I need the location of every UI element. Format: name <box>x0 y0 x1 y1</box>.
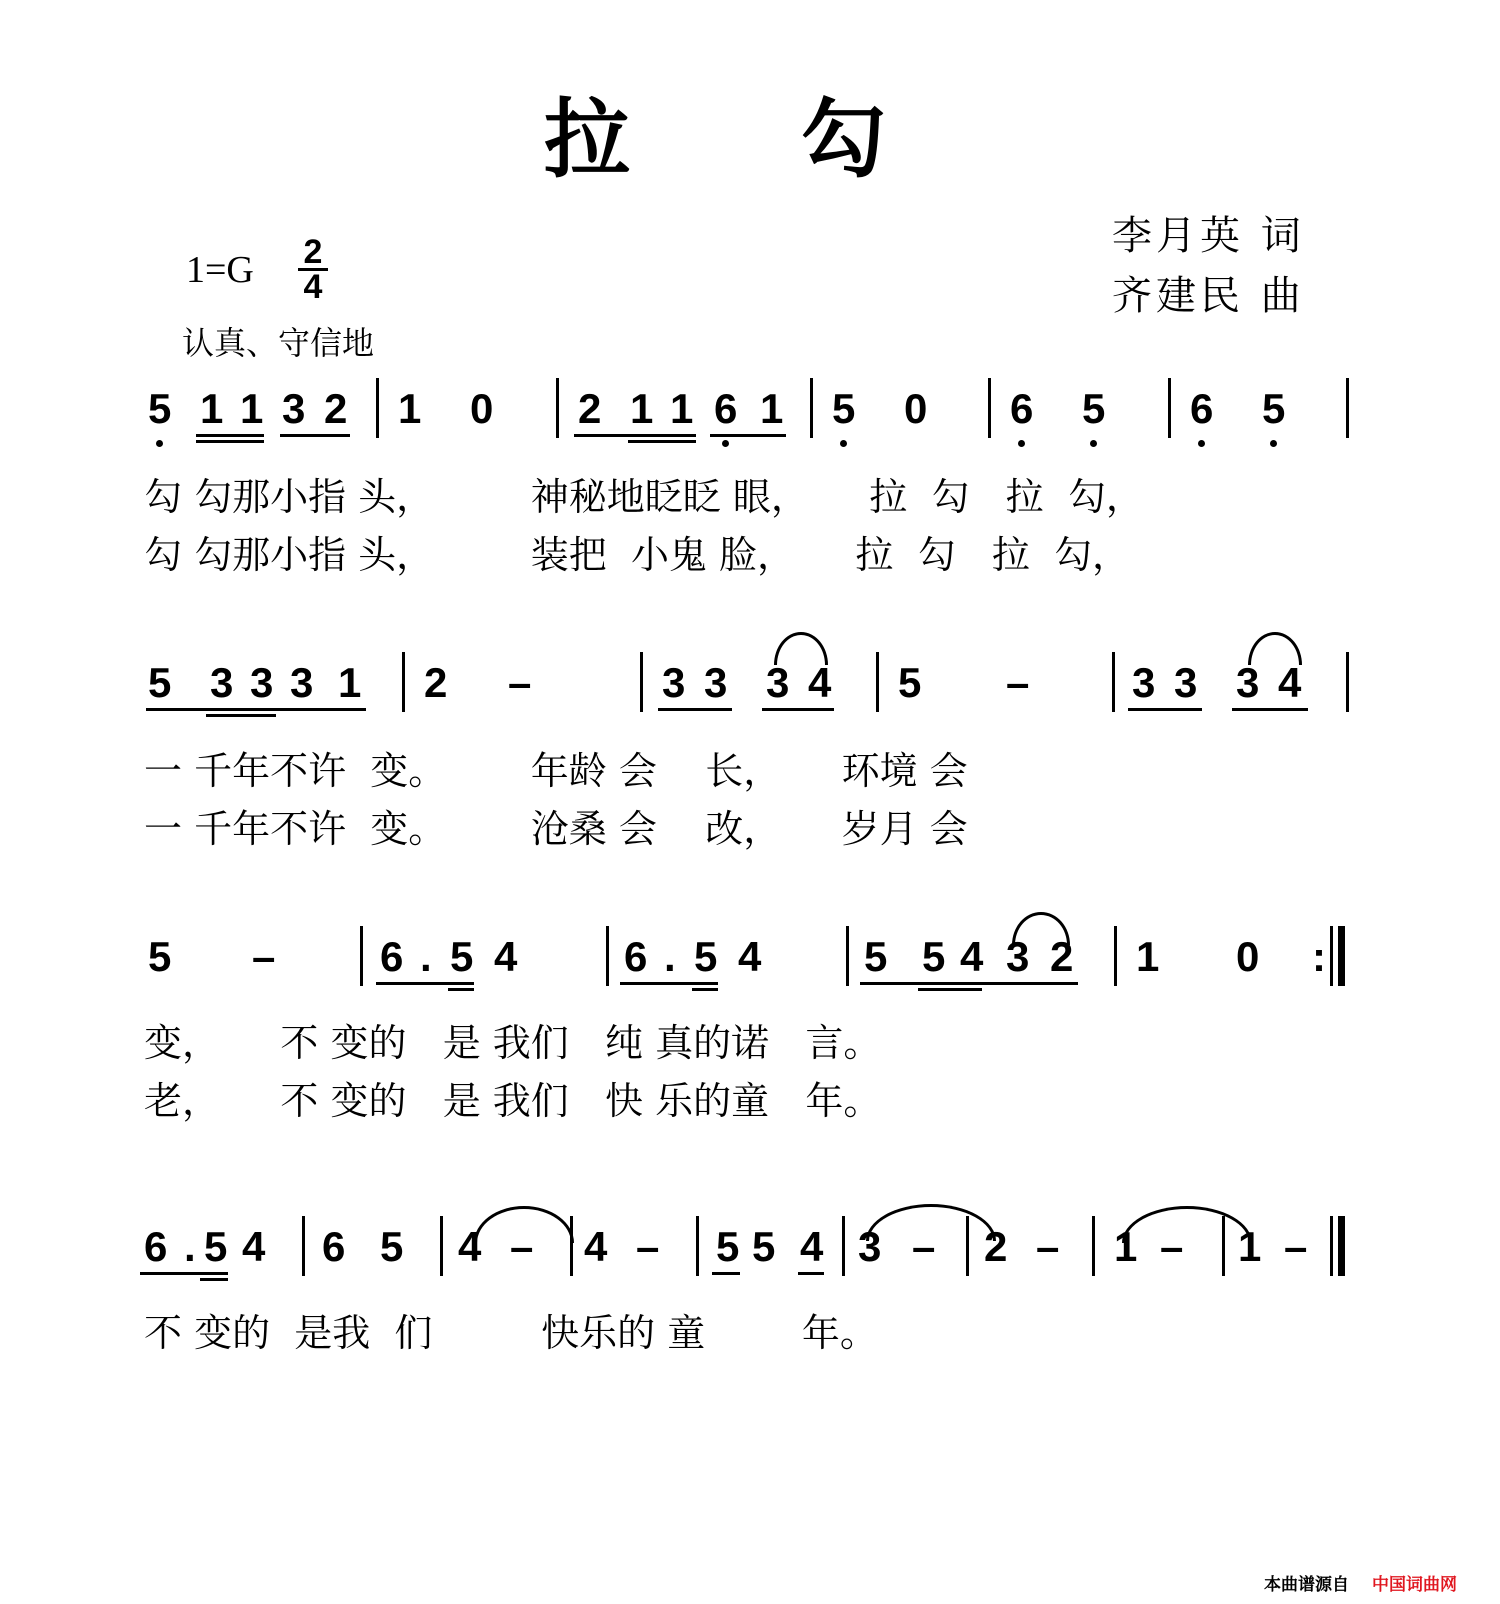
note-dot: . <box>184 1223 196 1270</box>
note-dot: . <box>664 933 676 980</box>
composer-credit: 齐建民 曲 <box>1112 273 1305 319</box>
note-1: 1 <box>338 659 362 706</box>
beam-underline <box>860 982 1078 985</box>
note-dash: – <box>1284 1223 1308 1270</box>
note-3: 3 <box>282 385 306 432</box>
octave-dot-below <box>1270 440 1277 447</box>
note-1: 1 <box>630 385 654 432</box>
note-6: 6 <box>322 1223 346 1270</box>
beam-underline <box>140 1272 228 1275</box>
note-1: 1 <box>1136 933 1160 980</box>
note-3: 3 <box>704 659 728 706</box>
note-0: 0 <box>470 385 494 432</box>
beam-underline <box>376 982 474 985</box>
time-signature-bottom: 4 <box>298 268 328 303</box>
note-0: 0 <box>1236 933 1260 980</box>
note-2: 2 <box>424 659 448 706</box>
barline <box>810 378 813 438</box>
note-1: 1 <box>1238 1223 1262 1270</box>
note-0: 0 <box>904 385 928 432</box>
note-dot: . <box>420 933 432 980</box>
beam-underline <box>692 988 718 991</box>
beam-underline <box>206 714 276 717</box>
note-5: 5 <box>380 1223 404 1270</box>
note-1: 1 <box>240 385 264 432</box>
note-dash: – <box>508 659 532 706</box>
lyric-line: 一 千年不许 变。 沧桑 会 改， 岁月 会 <box>144 807 968 851</box>
note-5: 5 <box>832 385 856 432</box>
tie-slur <box>1012 912 1070 945</box>
note-dash: – <box>1036 1223 1060 1270</box>
note-5: 5 <box>864 933 888 980</box>
final-barline-thin <box>1330 1216 1333 1276</box>
final-barline-thick <box>1338 926 1345 986</box>
note-6: 6 <box>624 933 648 980</box>
beam-underline <box>574 434 696 437</box>
octave-dot-below <box>1018 440 1025 447</box>
note-4: 4 <box>808 659 832 706</box>
note-6: 6 <box>1190 385 1214 432</box>
note-2: 2 <box>1050 933 1074 980</box>
final-barline-thin <box>1330 926 1333 986</box>
note-5: 5 <box>204 1223 228 1270</box>
beam-underline <box>280 434 350 437</box>
note-2: 2 <box>578 385 602 432</box>
note-repeat-colon: : <box>1312 933 1326 980</box>
note-3: 3 <box>766 659 790 706</box>
beam-underline <box>196 440 264 443</box>
beam-underline <box>196 434 264 437</box>
barline <box>1114 926 1117 986</box>
barline <box>1112 652 1115 712</box>
note-1: 1 <box>398 385 422 432</box>
beam-underline <box>762 708 834 711</box>
lyric-line: 勾 勾那小指 头， 装把 小鬼 脸， 拉 勾 拉 勾， <box>144 533 1130 577</box>
note-6: 6 <box>144 1223 168 1270</box>
lyric-line: 老， 不 变的 是 我们 快 乐的童 年。 <box>144 1079 882 1123</box>
beam-underline <box>200 1278 228 1281</box>
note-3: 3 <box>250 659 274 706</box>
note-5: 5 <box>148 933 172 980</box>
beam-underline <box>1128 708 1202 711</box>
note-1: 1 <box>670 385 694 432</box>
note-6: 6 <box>380 933 404 980</box>
note-5: 5 <box>694 933 718 980</box>
barline <box>402 652 405 712</box>
note-1: 1 <box>760 385 784 432</box>
note-5: 5 <box>716 1223 740 1270</box>
beam-underline <box>620 982 718 985</box>
barline <box>440 1216 443 1276</box>
note-dash: – <box>252 933 276 980</box>
note-6: 6 <box>1010 385 1034 432</box>
beam-underline <box>712 1272 740 1275</box>
note-2: 2 <box>324 385 348 432</box>
final-barline-thick <box>1338 1216 1345 1276</box>
footer-site-name: 中国词曲网 <box>1372 1575 1457 1595</box>
note-3: 3 <box>1132 659 1156 706</box>
note-3: 3 <box>1174 659 1198 706</box>
barline <box>876 652 879 712</box>
barline <box>1092 1216 1095 1276</box>
octave-dot-below <box>156 440 163 447</box>
note-4: 4 <box>242 1223 266 1270</box>
tie-slur <box>1248 632 1302 665</box>
barline <box>846 926 849 986</box>
lyric-line: 不 变的 是我 们 快乐的 童 年。 <box>144 1311 878 1355</box>
note-5: 5 <box>752 1223 776 1270</box>
note-3: 3 <box>662 659 686 706</box>
barline <box>1346 378 1349 438</box>
time-signature-top: 2 <box>303 233 323 271</box>
tempo-marking: 认真、守信地 <box>182 324 375 362</box>
barline <box>302 1216 305 1276</box>
beam-underline <box>798 1272 824 1275</box>
note-3: 3 <box>858 1223 882 1270</box>
note-3: 3 <box>210 659 234 706</box>
octave-dot-below <box>722 440 729 447</box>
note-6: 6 <box>714 385 738 432</box>
note-4: 4 <box>584 1223 608 1270</box>
key-signature: 1=G <box>186 249 254 291</box>
barline <box>988 378 991 438</box>
song-title: 拉 勾 <box>544 89 956 190</box>
octave-dot-below <box>1090 440 1097 447</box>
tie-slur <box>774 632 828 665</box>
lyricist-credit: 李月英 词 <box>1112 213 1305 259</box>
barline <box>360 926 363 986</box>
barline <box>696 1216 699 1276</box>
beam-underline <box>448 988 474 991</box>
lyric-line: 变， 不 变的 是 我们 纯 真的诺 言。 <box>144 1021 882 1065</box>
beam-underline <box>658 708 732 711</box>
note-5: 5 <box>1262 385 1286 432</box>
note-5: 5 <box>1082 385 1106 432</box>
barline <box>1168 378 1171 438</box>
note-5: 5 <box>922 933 946 980</box>
beam-underline <box>286 708 366 711</box>
note-dash: – <box>636 1223 660 1270</box>
note-4: 4 <box>494 933 518 980</box>
note-5: 5 <box>148 385 172 432</box>
note-dash: – <box>1006 659 1030 706</box>
note-4: 4 <box>960 933 984 980</box>
barline <box>376 378 379 438</box>
note-dash: – <box>1160 1223 1184 1270</box>
note-4: 4 <box>738 933 762 980</box>
barline <box>842 1216 845 1276</box>
note-dash: – <box>510 1223 534 1270</box>
note-dash: – <box>912 1223 936 1270</box>
barline <box>606 926 609 986</box>
note-3: 3 <box>1236 659 1260 706</box>
beam-underline <box>918 988 982 991</box>
tie-slur <box>474 1206 574 1243</box>
lyric-line: 勾 勾那小指 头， 神秘地眨眨 眼， 拉 勾 拉 勾， <box>144 475 1144 519</box>
tie-slur <box>1122 1206 1252 1243</box>
octave-dot-below <box>1198 440 1205 447</box>
note-4: 4 <box>800 1223 824 1270</box>
barline <box>640 652 643 712</box>
note-4: 4 <box>458 1223 482 1270</box>
note-5: 5 <box>450 933 474 980</box>
note-3: 3 <box>290 659 314 706</box>
note-1: 1 <box>1114 1223 1138 1270</box>
beam-underline <box>710 434 786 437</box>
barline <box>1346 652 1349 712</box>
beam-underline <box>1232 708 1308 711</box>
footer-source-label: 本曲谱源自 <box>1264 1575 1349 1595</box>
note-5: 5 <box>898 659 922 706</box>
tie-slur <box>866 1204 996 1241</box>
note-5: 5 <box>148 659 172 706</box>
note-3: 3 <box>1006 933 1030 980</box>
octave-dot-below <box>840 440 847 447</box>
barline <box>570 1216 573 1276</box>
note-2: 2 <box>984 1223 1008 1270</box>
note-1: 1 <box>200 385 224 432</box>
barline <box>556 378 559 438</box>
lyric-line: 一 千年不许 变。 年龄 会 长， 环境 会 <box>144 749 968 793</box>
note-4: 4 <box>1278 659 1302 706</box>
beam-underline <box>628 440 696 443</box>
